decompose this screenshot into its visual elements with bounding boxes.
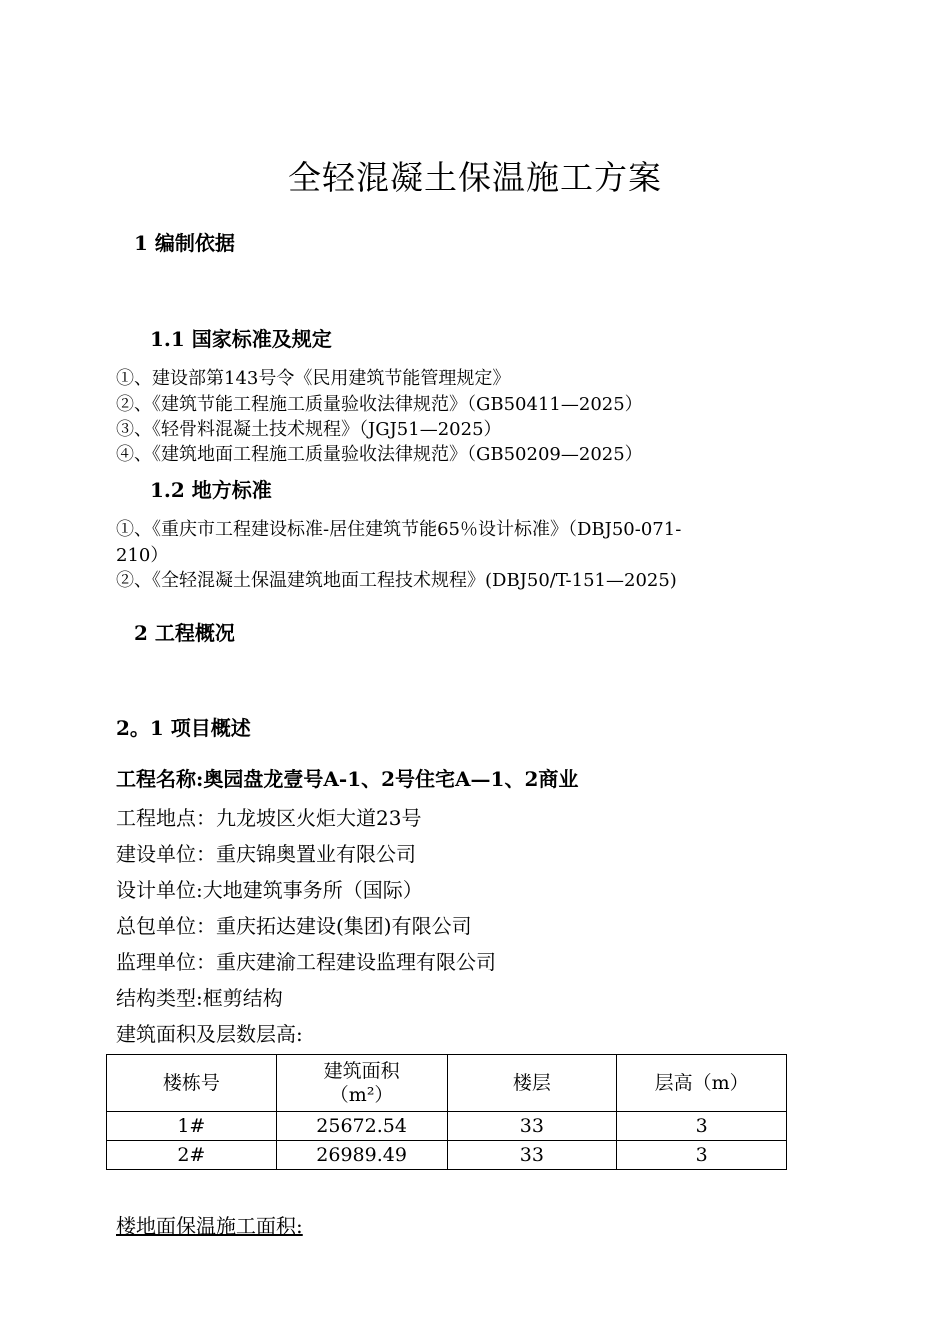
header-floors: 楼层 — [447, 1055, 617, 1112]
construction-unit: 建设单位：重庆锦奥置业有限公司 — [116, 842, 416, 866]
project-location: 工程地点：九龙坡区火炬大道23号 — [116, 806, 422, 830]
section-1-heading: 1 编制依据 — [134, 231, 235, 255]
header-building-no: 楼栋号 — [107, 1055, 277, 1112]
header-floor-height: 层高（m） — [617, 1055, 787, 1112]
structure-type: 结构类型:框剪结构 — [116, 986, 283, 1010]
ref-item-1: ①、建设部第143号令《民用建筑节能管理规定》 — [116, 368, 511, 389]
section-2-heading: 2 工程概况 — [134, 621, 235, 645]
header-building-area-unit: （m²） — [329, 1084, 394, 1106]
document-title: 全轻混凝土保温施工方案 — [288, 158, 662, 197]
cell-building-area: 25672.54 — [276, 1112, 447, 1141]
cell-floor-height: 3 — [617, 1141, 787, 1170]
area-floors-label: 建筑面积及层数层高: — [116, 1022, 303, 1046]
cell-floors: 33 — [447, 1112, 617, 1141]
table-row — [107, 1141, 787, 1170]
ref-item-3: ③、《轻骨料混凝土技术规程》（JGJ51—2025） — [116, 419, 502, 440]
project-name: 工程名称:奥园盘龙壹号A-1、2号住宅A—1、2商业 — [116, 767, 579, 791]
local-item-1: ①、《重庆市工程建设标准-居住建筑节能65％设计标准》（DBJ50-071- — [116, 519, 682, 540]
table-row — [107, 1112, 787, 1141]
cell-building-area: 26989.49 — [276, 1141, 447, 1170]
general-contractor: 总包单位：重庆拓达建设(集团)有限公司 — [116, 914, 472, 938]
cell-floor-height: 3 — [617, 1112, 787, 1141]
ref-item-4: ④、《建筑地面工程施工质量验收法律规范》（GB50209—2025） — [116, 444, 643, 465]
section-1-2-heading: 1.2 地方标准 — [150, 478, 272, 502]
cell-building-no: 1# — [107, 1112, 277, 1141]
header-building-area-label: 建筑面积 — [323, 1060, 400, 1082]
cell-building-no: 2# — [107, 1141, 277, 1170]
supervision-unit: 监理单位：重庆建渝工程建设监理有限公司 — [116, 950, 496, 974]
ref-item-2: ②、《建筑节能工程施工质量验收法律规范》（GB50411—2025） — [116, 394, 643, 415]
section-2-1-heading: 2。1 项目概述 — [116, 716, 251, 740]
header-building-area — [276, 1055, 447, 1112]
design-unit: 设计单位:大地建筑事务所（国际） — [116, 878, 423, 902]
section-1-1-heading: 1.1 国家标准及规定 — [150, 327, 332, 351]
table-header-row — [107, 1055, 787, 1112]
cell-floors: 33 — [447, 1141, 617, 1170]
building-area-table — [106, 1054, 787, 1170]
local-item-2: ②、《全轻混凝土保温建筑地面工程技术规程》(DBJ50/T-151—2025) — [116, 570, 677, 591]
local-item-1-cont: 210） — [116, 545, 169, 566]
floor-insulation-area-label: 楼地面保温施工面积: — [116, 1214, 303, 1238]
